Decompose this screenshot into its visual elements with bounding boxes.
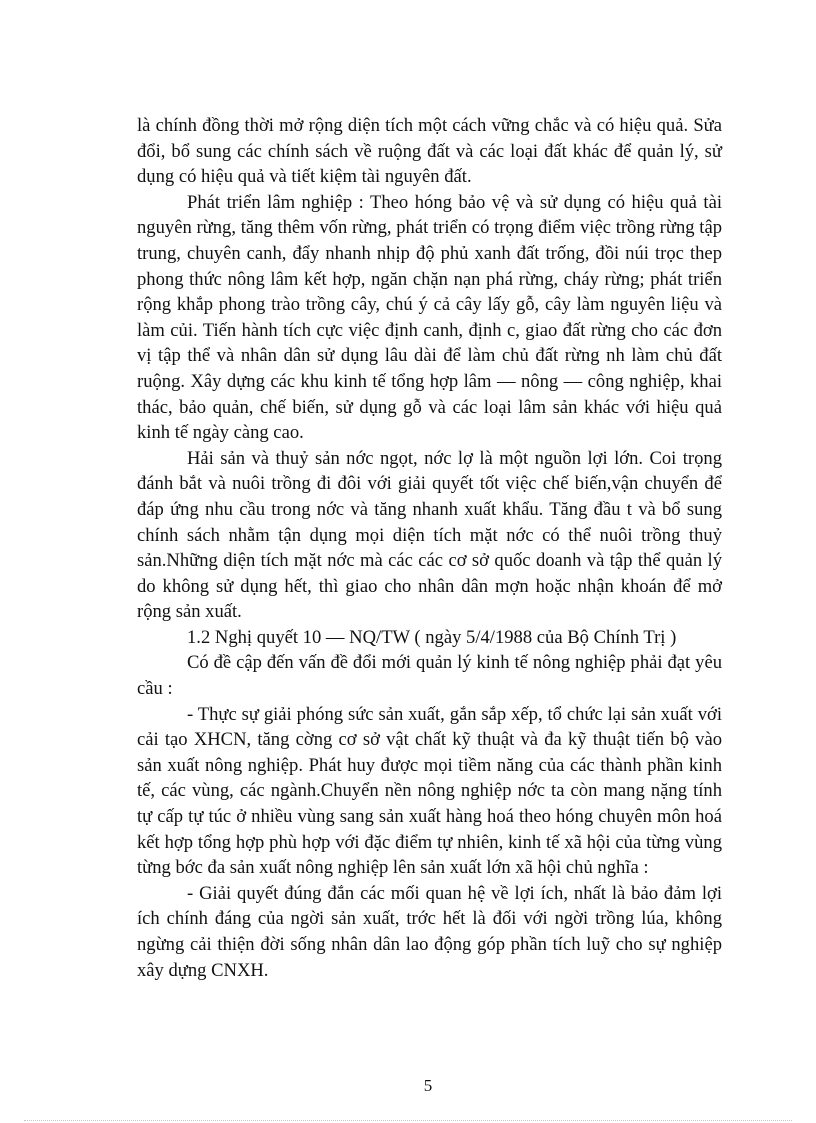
section-heading: 1.2 Nghị quyết 10 — NQ/TW ( ngày 5/4/1988 của Bộ Chính Trị ) — [187, 626, 677, 648]
page-body — [137, 113, 722, 983]
page-bottom-divider — [24, 1120, 792, 1121]
paragraph-intro-requirements: Có đề cập đến vấn đề đổi mới quản lý kinh tế nông nghiệp phải đạt yêu cầu : — [137, 652, 722, 700]
paragraph-forestry: Phát triển lâm nghiệp : Theo hóng bảo vệ và sử dụng có hiệu quả tài nguyên rừng, tăng thêm vốn rừng, phát triển có trọng điểm việc trồng rừng tập trung, chuyên canh, đẩy nhanh nhịp độ phủ xanh đất trống, đồi núi trọc thep phong thức nông lâm kết hợp, ngăn chặn nạn phá rừng, cháy rừng; phát triển rộng khắp phong trào trồng cây, chú ý cả cây lấy gỗ, cây làm nguyên liệu và làm củi. Tiến hành tích cực việc định canh, định c, giao đất rừng cho các đơn vị tập thể và nhân dân sử dụng lâu dài để làm chủ đất rừng nh làm chủ đất ruộng. Xây dựng các khu kinh tế tổng hợp lâm — nông — công nghiệp, khai thác, bảo quản, chế biến, sử dụng gỗ và các loại lâm sản khác với hiệu quả kinh tế ngày càng cao. — [137, 191, 722, 444]
paragraph-requirement-production: - Thực sự giải phóng sức sản xuất, gắn sắp xếp, tổ chức lại sản xuất với cải tạo XHCN, tăng cờng cơ sở vật chất kỹ thuật và đa kỹ thuật tiến bộ vào sản xuất nông nghiệp. Phát huy được mọi tiềm năng của các thành phần kinh tế, các vùng, các ngành.Chuyển nền nông nghiệp nớc ta còn mang nặng tính tự cấp tự túc ở nhiều vùng sang sản xuất hàng hoá theo hóng chuyên môn hoá kết hợp tổng hợp phù hợp với đặc điểm tự nhiên, kinh tế xã hội của từng vùng từng bớc đa sản xuất nông nghiệp lên sản xuất lớn xã hội chủ nghĩa : — [137, 703, 722, 879]
paragraph-aquaculture: Hải sản và thuỷ sản nớc ngọt, nớc lợ là một nguồn lợi lớn. Coi trọng đánh bắt và nuôi trồng đi đôi với giải quyết tốt việc chế biến,vận chuyển để đáp ứng nhu cầu trong nớc và tăng nhanh xuất khẩu. Tăng đầu t và bổ sung chính sách nhằm tận dụng mọi diện tích mặt nớc có thể nuôi trồng thuỷ sản.Những diện tích mặt nớc mà các các cơ sở quốc doanh và tập thể quản lý do không sử dụng hết, thì giao cho nhân dân mợn hoặc nhận khoán để mở rộng sản xuất. — [137, 447, 722, 623]
page-number: 5 — [423, 1076, 433, 1095]
paragraph-land-policy: là chính đồng thời mở rộng diện tích một cách vững chắc và có hiệu quả. Sửa đổi, bổ sung các chính sách về ruộng đất và các loại đất khác để quản lý, sử dụng có hiệu quả và tiết kiệm tài nguyên đất. — [137, 115, 722, 188]
paragraph-requirement-benefits: - Giải quyết đúng đắn các mối quan hệ về lợi ích, nhất là bảo đảm lợi ích chính đáng của ngời sản xuất, trớc hết là đối với ngời trồng lúa, không ngừng cải thiện đời sống nhân dân lao động góp phần tích luỹ cho sự nghiệp xây dựng CNXH. — [137, 882, 722, 981]
